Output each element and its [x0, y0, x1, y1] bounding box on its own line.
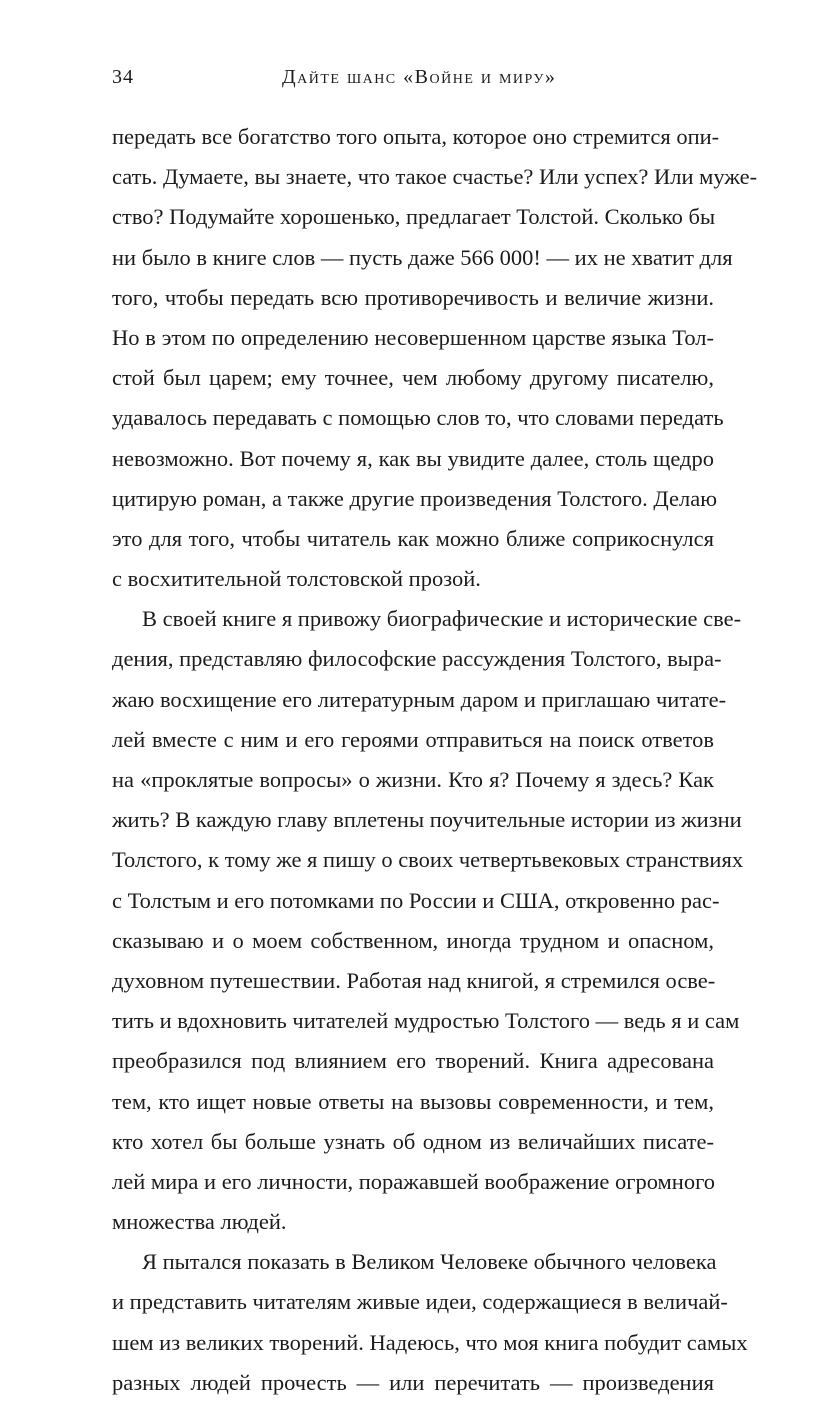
text-line: того, чтобы передать всю противоречивость и величие жизни.	[112, 284, 714, 310]
text-line: тем, кто ищет новые ответы на вызовы современности, и тем,	[112, 1088, 714, 1114]
text-line: это для того, чтобы читатель как можно ближе соприкоснулся	[112, 525, 714, 551]
text-line: сказываю и о моем собственном, иногда трудном и опасном,	[112, 927, 714, 953]
text-line: цитирую роман, а также другие произведения Толстого. Делаю	[112, 485, 718, 511]
text-line-paragraph-start: Я пытался показать в Великом Человеке обычного человека	[142, 1249, 717, 1275]
text-line: невозможно. Вот почему я, как вы увидите далее, столь щедро	[112, 445, 714, 471]
running-head	[112, 62, 712, 92]
text-line: Толстого, к тому же я пишу о своих четвертьвековых странствиях	[112, 847, 744, 873]
text-line: ство? Подумайте хорошенько, предлагает Толстой. Сколько бы	[112, 204, 716, 230]
page-number: 34	[112, 66, 134, 88]
text-line-paragraph-end: с восхитительной толстовской прозой.	[112, 566, 481, 592]
text-line: духовном путешествии. Работая над книгой, я стремился осве-	[112, 967, 716, 993]
text-line: Но в этом по определению несовершенном царстве языка Тол-	[112, 324, 714, 350]
text-line: жаю восхищение его литературным даром и приглашаю читате-	[112, 686, 727, 712]
text-line: лей вместе с ним и его героями отправиться на поиск ответов	[112, 726, 714, 752]
text-line: передать все богатство того опыта, которое оно стремится опи-	[112, 124, 720, 149]
text-line: стой был царем; ему точнее, чем любому другому писателю,	[112, 365, 714, 391]
text-line: тить и вдохновить читателей мудростью Толстого — ведь я и сам	[112, 1008, 740, 1034]
text-line: сать. Думаете, вы знаете, что такое счастье? Или успех? Или муже-	[112, 164, 758, 190]
text-line: с Толстым и его потомками по России и США, откровенно рас-	[112, 887, 720, 913]
text-line: разных людей прочесть — или перечитать — произведения	[112, 1369, 714, 1395]
text-line-paragraph-start: В своей книге я привожу биографические и исторические све-	[142, 606, 742, 632]
body-text	[112, 117, 758, 1403]
text-line: дения, представляю философские рассуждения Толстого, выра-	[112, 646, 722, 672]
text-line: и представить читателям живые идеи, содержащиеся в величай-	[112, 1289, 728, 1315]
text-line: на «проклятые вопросы» о жизни. Кто я? Почему я здесь? Как	[112, 767, 714, 792]
text-line: лей мира и его личности, поражавшей воображение огромного	[112, 1168, 716, 1194]
text-line: жить? В каждую главу вплетены поучительные истории из жизни	[112, 807, 742, 833]
text-line: кто хотел бы больше узнать об одном из величайших писате-	[112, 1128, 714, 1154]
text-line: удавалось передавать с помощью слов то, что словами передать	[112, 405, 724, 431]
text-line: ни было в книге слов — пусть даже 566 000! — их не хватит для	[112, 244, 733, 270]
text-line: шем из великих творений. Надеюсь, что моя книга побудит самых	[112, 1329, 748, 1355]
running-title: Дайте шанс «Войне и миру»	[282, 66, 557, 88]
text-line-paragraph-end: множества людей.	[112, 1209, 287, 1235]
text-line: преобразился под влиянием его творений. Книга адресована	[112, 1048, 714, 1074]
